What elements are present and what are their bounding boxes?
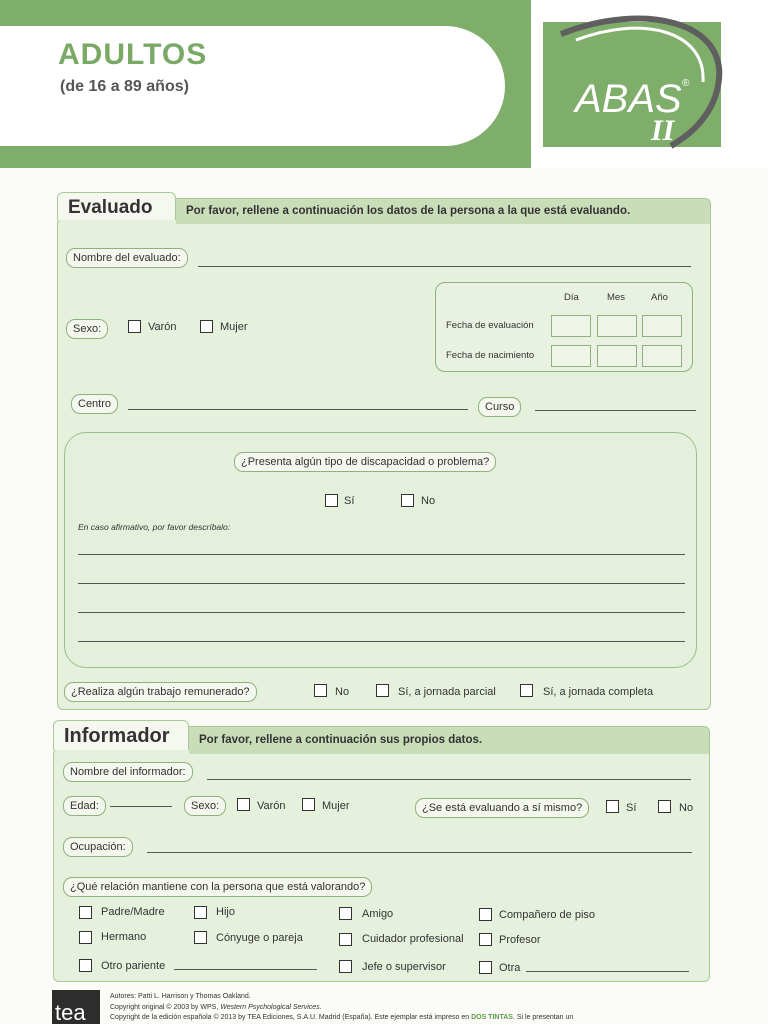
relation-otra-checkbox[interactable] <box>479 961 492 974</box>
evaluado-male-checkbox[interactable] <box>128 320 141 333</box>
eval-year-field[interactable] <box>642 315 682 337</box>
logo-text: ABAS <box>575 77 682 121</box>
relation-padre-madre-checkbox[interactable] <box>79 906 92 919</box>
relation-otra-label: Otra <box>499 962 521 974</box>
informador-panel <box>53 748 710 982</box>
self-no-label: No <box>679 802 694 814</box>
footer-copyright-spanish <box>110 1013 573 1022</box>
birth-year-field[interactable] <box>642 345 682 367</box>
work-no-label: No <box>335 686 350 698</box>
relation-conyuge-label: Cónyuge o pareja <box>216 932 303 944</box>
evaluado-instruction <box>176 198 711 224</box>
describe-line[interactable] <box>78 612 685 613</box>
work-full-checkbox[interactable] <box>520 684 533 697</box>
relation-cuidador-checkbox[interactable] <box>339 933 352 946</box>
relation-otra-field[interactable] <box>526 971 689 972</box>
footer-copyright-original <box>110 1003 322 1012</box>
eval-month-field[interactable] <box>597 315 637 337</box>
describe-label: En caso afirmativo, por favor descríbalo: <box>78 522 231 532</box>
evaluado-female-label: Mujer <box>220 321 248 333</box>
birth-month-field[interactable] <box>597 345 637 367</box>
age-label: Edad: <box>63 796 106 816</box>
logo-registered-mark: ® <box>682 78 690 89</box>
course-label: Curso <box>478 397 521 417</box>
page-subtitle: (de 16 a 89 años) <box>60 78 189 95</box>
eval-day-field[interactable] <box>551 315 591 337</box>
self-evaluation-question: ¿Se está evaluando a sí mismo? <box>415 798 589 818</box>
logo-subtext: II <box>651 114 675 147</box>
center-label: Centro <box>71 394 118 414</box>
evaluado-female-checkbox[interactable] <box>200 320 213 333</box>
self-no-checkbox[interactable] <box>658 800 671 813</box>
relation-hijo-checkbox[interactable] <box>194 906 207 919</box>
work-part-label: Sí, a jornada parcial <box>398 686 496 698</box>
date-header-month: Mes <box>607 292 625 303</box>
informador-female-checkbox[interactable] <box>302 798 315 811</box>
footer-copyright-original-text: Copyright original © 2003 by WPS, <box>110 1004 221 1011</box>
footer-copyright-spanish-tail: . Si le presentan un <box>512 1014 574 1021</box>
relation-hijo-label: Hijo <box>216 906 235 918</box>
informador-title: Informador <box>53 720 189 750</box>
relation-companero-checkbox[interactable] <box>479 908 492 921</box>
relation-profesor-label: Profesor <box>499 934 541 946</box>
relation-amigo-checkbox[interactable] <box>339 907 352 920</box>
footer-copyright-spanish-text: Copyright de la edición española © 2013 by TEA Ediciones, S.A.U. Madrid (España). Este ejemplar está impreso en <box>110 1014 472 1021</box>
self-yes-label: Sí <box>626 802 637 814</box>
relation-question: ¿Qué relación mantiene con la persona que está valorando? <box>63 877 372 897</box>
disability-question: ¿Presenta algún tipo de discapacidad o problema? <box>234 452 496 472</box>
footer-authors: Autores: Patti L. Harrison y Thomas Oakland. <box>110 993 251 1000</box>
tea-logo-text: tea <box>55 1000 86 1024</box>
relation-padre-madre-label: Padre/Madre <box>101 906 165 918</box>
informador-sex-label: Sexo: <box>184 796 226 816</box>
relation-otro-pariente-field[interactable] <box>174 969 317 970</box>
date-header-day: Día <box>564 292 579 303</box>
relation-jefe-label: Jefe o supervisor <box>362 961 446 973</box>
disability-no-label: No <box>421 495 436 507</box>
disability-yes-checkbox[interactable] <box>325 494 338 507</box>
age-field[interactable] <box>110 806 172 807</box>
relation-otro-pariente-checkbox[interactable] <box>79 959 92 972</box>
evaluado-male-label: Varón <box>148 321 177 333</box>
self-yes-checkbox[interactable] <box>606 800 619 813</box>
eval-date-label: Fecha de evaluación <box>446 320 534 331</box>
course-field[interactable] <box>535 410 696 411</box>
occupation-label: Ocupación: <box>63 837 133 857</box>
disability-yes-label: Sí <box>344 495 355 507</box>
informador-name-field[interactable] <box>207 779 691 780</box>
describe-line[interactable] <box>78 583 685 584</box>
evaluado-sex-label: Sexo: <box>66 319 108 339</box>
evaluado-name-label: Nombre del evaluado: <box>66 248 188 268</box>
occupation-field[interactable] <box>147 852 692 853</box>
relation-cuidador-label: Cuidador profesional <box>362 933 464 945</box>
disability-no-checkbox[interactable] <box>401 494 414 507</box>
relation-jefe-checkbox[interactable] <box>339 960 352 973</box>
relation-amigo-label: Amigo <box>362 908 394 920</box>
work-full-label: Sí, a jornada completa <box>543 686 654 698</box>
evaluado-title: Evaluado <box>57 192 176 220</box>
relation-profesor-checkbox[interactable] <box>479 933 492 946</box>
describe-line[interactable] <box>78 641 685 642</box>
informador-male-label: Varón <box>257 800 286 812</box>
evaluado-instruction-text: Por favor, rellene a continuación los datos de <box>186 205 438 217</box>
birth-date-label: Fecha de nacimiento <box>446 350 535 361</box>
footer-two-inks: DOS TINTAS <box>471 1014 513 1021</box>
footer-copyright-original-italic: Western Psychological Services. <box>220 1004 322 1011</box>
evaluado-name-field[interactable] <box>198 266 691 267</box>
page-title: ADULTOS <box>58 38 208 71</box>
work-no-checkbox[interactable] <box>314 684 327 697</box>
relation-otro-pariente-label: Otro pariente <box>101 960 166 972</box>
informador-male-checkbox[interactable] <box>237 798 250 811</box>
center-field[interactable] <box>128 409 468 410</box>
work-question: ¿Realiza algún trabajo remunerado? <box>64 682 257 702</box>
describe-line[interactable] <box>78 554 685 555</box>
tea-logo <box>52 990 100 1024</box>
evaluado-instruction-bold: la persona a la que está evaluando. <box>437 205 631 217</box>
informador-instruction-bold: sus propios datos. <box>379 734 483 746</box>
relation-hermano-label: Hermano <box>101 931 147 943</box>
work-part-checkbox[interactable] <box>376 684 389 697</box>
date-header-year: Año <box>651 292 668 303</box>
relation-companero-label: Compañero de piso <box>499 909 596 921</box>
informador-name-label: Nombre del informador: <box>63 762 193 782</box>
abas-logo <box>531 0 768 168</box>
birth-day-field[interactable] <box>551 345 591 367</box>
informador-female-label: Mujer <box>322 800 350 812</box>
relation-hermano-checkbox[interactable] <box>79 931 92 944</box>
relation-conyuge-checkbox[interactable] <box>194 931 207 944</box>
informador-instruction <box>189 726 710 754</box>
informador-instruction-text: Por favor, rellene a continuación <box>199 734 380 746</box>
